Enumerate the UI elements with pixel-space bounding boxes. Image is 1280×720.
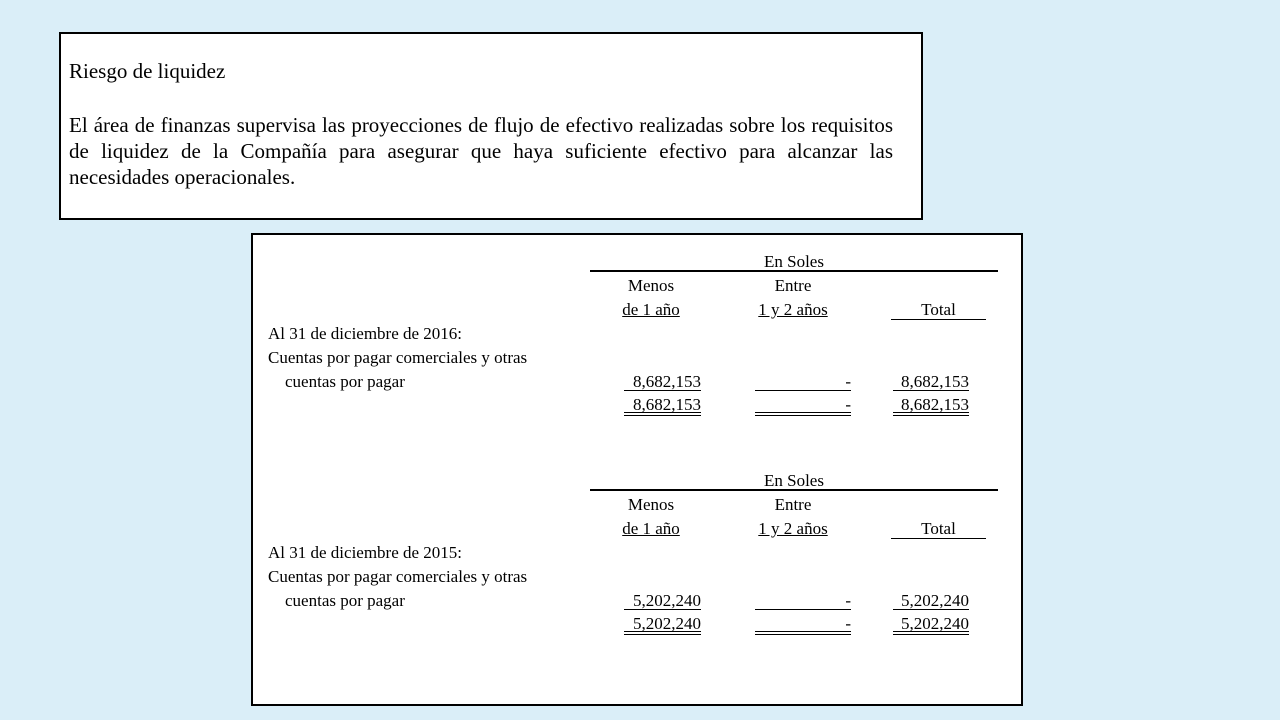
col-total: Total xyxy=(921,519,956,538)
total-total: 8,682,153 xyxy=(901,395,969,414)
total-double-underline xyxy=(624,631,701,635)
total-between-1-2-years: - xyxy=(845,614,851,633)
date-label: Al 31 de diciembre de 2016: xyxy=(268,324,463,343)
total-double-underline xyxy=(755,631,851,635)
col-total-underline xyxy=(891,319,986,320)
section-paragraph: El área de finanzas supervisa las proyecciones de flujo de efectivo realizadas sobre los requisitos de liquidez de la Compañía para asegurar que haya suficiente efectivo para alcanzar las necesidades operacionales. xyxy=(69,113,893,189)
total-double-underline xyxy=(893,412,969,416)
col-less-than-1-year-line1: Menos xyxy=(627,495,675,514)
row-underline xyxy=(755,609,851,610)
row-label-line2: cuentas por pagar xyxy=(285,591,405,610)
value-less-than-1-year: 8,682,153 xyxy=(633,372,701,391)
total-double-underline xyxy=(755,412,851,416)
row-underline xyxy=(624,609,701,610)
total-less-than-1-year: 8,682,153 xyxy=(633,395,701,414)
row-label-line1: Cuentas por pagar comerciales y otras xyxy=(268,348,528,367)
header-rule xyxy=(590,489,998,491)
value-total: 5,202,240 xyxy=(901,591,969,610)
value-less-than-1-year: 5,202,240 xyxy=(633,591,701,610)
col-between-1-2-years-line1: Entre xyxy=(774,276,812,295)
col-between-1-2-years-line2: 1 y 2 años xyxy=(758,519,828,538)
row-underline xyxy=(755,390,851,391)
total-double-underline xyxy=(624,412,701,416)
liquidity-risk-text-box xyxy=(59,32,923,220)
total-between-1-2-years: - xyxy=(845,395,851,414)
col-less-than-1-year-line2: de 1 año xyxy=(622,519,680,538)
liquidity-tables-box xyxy=(251,233,1023,706)
section-title: Riesgo de liquidez xyxy=(69,59,226,83)
row-underline xyxy=(624,390,701,391)
row-label-line2: cuentas por pagar xyxy=(285,372,405,391)
col-between-1-2-years-line1: Entre xyxy=(774,495,812,514)
row-underline xyxy=(893,609,969,610)
col-less-than-1-year-line1: Menos xyxy=(627,276,675,295)
value-between-1-2-years: - xyxy=(845,591,851,610)
row-underline xyxy=(893,390,969,391)
value-total: 8,682,153 xyxy=(901,372,969,391)
date-label: Al 31 de diciembre de 2015: xyxy=(268,543,463,562)
col-between-1-2-years-line2: 1 y 2 años xyxy=(758,300,828,319)
currency-header: En Soles xyxy=(764,471,824,490)
currency-header: En Soles xyxy=(764,252,824,271)
value-between-1-2-years: - xyxy=(845,372,851,391)
total-double-underline xyxy=(893,631,969,635)
total-total: 5,202,240 xyxy=(901,614,969,633)
col-total-underline xyxy=(891,538,986,539)
col-less-than-1-year-line2: de 1 año xyxy=(622,300,680,319)
col-total: Total xyxy=(921,300,956,319)
row-label-line1: Cuentas por pagar comerciales y otras xyxy=(268,567,528,586)
total-less-than-1-year: 5,202,240 xyxy=(633,614,701,633)
header-rule xyxy=(590,270,998,272)
